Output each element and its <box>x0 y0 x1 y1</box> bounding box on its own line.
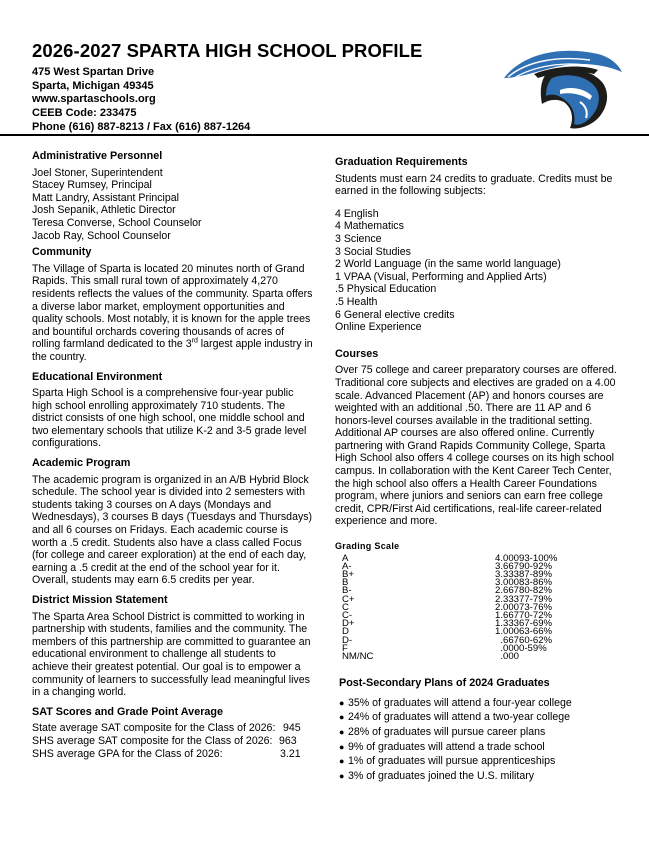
community-text: The Village of Sparta is located 20 minutes north of Grand Rapids. This small rural town of approximately 4,270 residents reflects the values of the community. Sparta offers a diverse labor market, employment opportunities and quality schools. Most notably, it is known for the apple trees and bountiful orchards covering thousands of acres of rolling farmland dedicated to the 3rd largest apple industry in the country. <box>32 262 313 363</box>
grading-table <box>342 552 558 663</box>
sat-row <box>32 735 314 748</box>
admin-person: Stacey Rumsey, Principal <box>32 179 152 192</box>
header <box>32 40 452 135</box>
courses-section <box>335 348 625 528</box>
sat-heading: SAT Scores and Grade Point Average <box>32 705 224 718</box>
bullet-icon: ● <box>339 697 345 708</box>
graduation-intro: Students must earn 24 credits to graduate. Credits must be earned in the following subjects: <box>335 172 613 198</box>
list-item: ● 1% of graduates will pursue apprenticeships <box>339 755 556 768</box>
subject-item: 6 General elective credits <box>335 308 455 321</box>
list-item: ● 35% of graduates will attend a four-year college <box>339 696 572 709</box>
bullet-icon: ● <box>339 712 345 723</box>
subject-item: 3 Social Studies <box>335 245 411 258</box>
subject-item: 2 World Language (in the same world language) <box>335 258 561 271</box>
header-divider <box>0 134 649 136</box>
table-row: B- 2.667 80-82% <box>342 585 553 597</box>
bullet-icon: ● <box>339 741 345 752</box>
table-row: B 3.000 83-86% <box>342 577 553 589</box>
grading-heading: Grading Scale <box>335 541 400 552</box>
admin-person: Jacob Ray, School Counselor <box>32 229 171 242</box>
admin-person: Josh Sepanik, Athletic Director <box>32 204 176 217</box>
table-row: C- 1.667 70-72% <box>342 610 553 622</box>
table-row: C 2.000 73-76% <box>342 601 553 613</box>
list-item: ● 24% of graduates will attend a two-year college <box>339 711 571 724</box>
sat-row-label: State average SAT composite for the Class of 2026: <box>32 722 276 735</box>
graduation-heading: Graduation Requirements <box>335 156 468 168</box>
grading-section <box>335 540 625 661</box>
subject-item: Online Experience <box>335 321 422 334</box>
admin-person: Joel Stoner, Superintendent <box>32 166 163 179</box>
bullet-icon: ● <box>339 770 345 781</box>
bullet-icon: ● <box>339 756 345 767</box>
list-item: ● 3% of graduates joined the U.S. military <box>339 769 535 782</box>
table-row: F .000 0-59% <box>342 642 547 654</box>
educational-section <box>32 371 314 451</box>
subject-item: 1 VPAA (Visual, Performing and Applied Arts) <box>335 270 547 283</box>
subject-item: 4 Mathematics <box>335 220 404 233</box>
sat-row-value: 3.21 <box>280 747 301 760</box>
academic-text: The academic program is organized in an A/B Hybrid Block schedule. The school year is divided into 2 semesters with students taking 3 courses on A days (Mondays and Wednesdays), 3 courses B days (Tuesdays and Thursdays) and all 6 courses on Fridays. Each academic course is worth a .5 credit. Students also have a class called Focus (for college and career exploration) at the end of each day, earning a .5 credit at the end of the school year for it. Overall, students may earn 6.5 credits per year. <box>32 473 313 587</box>
phone-fax: Phone (616) 887-8213 / Fax (616) 887-1264 <box>32 120 251 133</box>
sat-row <box>32 748 314 761</box>
mission-text: The Sparta Area School District is committed to working in partnership with students, families and the community. The members of this partnership are committed to guarantee an educational environment to challenge all students to achieve their greatest potential. Our goal is to empower a community of learners to successfully lead meaningful lives in a changing world. <box>32 610 311 699</box>
postsecondary-heading: Post-Secondary Plans of 2024 Graduates <box>339 677 550 690</box>
sat-row-label: SHS average SAT composite for the Class of 2026: <box>32 734 273 747</box>
table-row: B+ 3.333 87-89% <box>342 569 553 581</box>
city-state: Sparta, Michigan 49345 <box>32 79 154 92</box>
page-title: 2026-2027 SPARTA HIGH SCHOOL PROFILE <box>32 40 423 61</box>
admin-person: Teresa Converse, School Counselor <box>32 216 202 229</box>
subject-item: .5 Physical Education <box>335 283 437 296</box>
admin-person: Matt Landry, Assistant Principal <box>32 191 180 204</box>
postsecondary-section <box>335 677 625 783</box>
table-row: A- 3.667 90-92% <box>342 560 553 572</box>
table-row: C+ 2.333 77-79% <box>342 593 553 605</box>
sat-section <box>32 706 314 760</box>
subject-item: 4 English <box>335 207 379 220</box>
educational-text: Sparta High School is a comprehensive four-year public high school enrolling approximately 710 students. The district consists of one high school, one middle school and two elementary schools that utilize K-2 and 3-5 grade level configurations. <box>32 387 307 450</box>
rank-superscript: rd <box>191 337 198 345</box>
subject-item: 3 Science <box>335 232 382 245</box>
academic-heading: Academic Program <box>32 457 131 470</box>
website-link[interactable]: www.spartaschools.org <box>32 93 156 106</box>
table-row: A 4.000 93-100% <box>342 552 558 564</box>
street-address: 475 West Spartan Drive <box>32 66 155 78</box>
ceeb-code: CEEB Code: 233475 <box>32 107 137 120</box>
courses-text: Over 75 college and career preparatory courses are offered. Traditional core subjects and electives are graded on a 4.00 scale. Advanced Placement (AP) and honors courses are weighted with an additional .50. There are 11 AP and 6 honors-level courses available in the traditional setting. Additional AP courses are also offered online. Currently partnering with Grand Rapids Community College, Sparta High School also offers 4 college courses on its high school campus. In collaboration with the Kent Career Tech Center, the high school also offers a Health Career Foundations program, where juniors and seniors can earn free college credit, CPR/First Aid certifications, real-life career-related experience and more. <box>335 364 617 528</box>
list-item: ● 28% of graduates will pursue career plans <box>339 726 546 739</box>
bullet-icon: ● <box>339 727 345 738</box>
courses-heading: Courses <box>335 347 379 360</box>
table-row: D+ 1.333 67-69% <box>342 618 553 630</box>
graduation-section <box>335 156 625 334</box>
right-column <box>335 156 625 783</box>
community-section <box>32 246 314 363</box>
sat-row <box>32 722 314 735</box>
left-column <box>32 150 314 760</box>
rank-number: 3 <box>185 338 192 351</box>
list-item: ● 9% of graduates will attend a trade school <box>339 740 545 753</box>
academic-section <box>32 457 314 587</box>
sat-row-label: SHS average GPA for the Class of 2026: <box>32 747 223 760</box>
table-row: NM/NC .000 <box>342 651 519 663</box>
subject-item: .5 Health <box>335 295 378 308</box>
community-heading: Community <box>32 246 92 259</box>
admin-section <box>32 150 314 242</box>
sat-row-value: 945 <box>283 722 301 735</box>
table-row: D 1.000 63-66% <box>342 626 553 638</box>
mission-heading: District Mission Statement <box>32 594 168 606</box>
spartan-helmet-logo-icon <box>494 44 626 130</box>
sat-row-value: 963 <box>279 734 297 747</box>
mission-section <box>32 594 314 699</box>
admin-heading: Administrative Personnel <box>32 150 163 162</box>
table-row: D- .667 60-62% <box>342 634 553 646</box>
educational-heading: Educational Environment <box>32 370 163 383</box>
